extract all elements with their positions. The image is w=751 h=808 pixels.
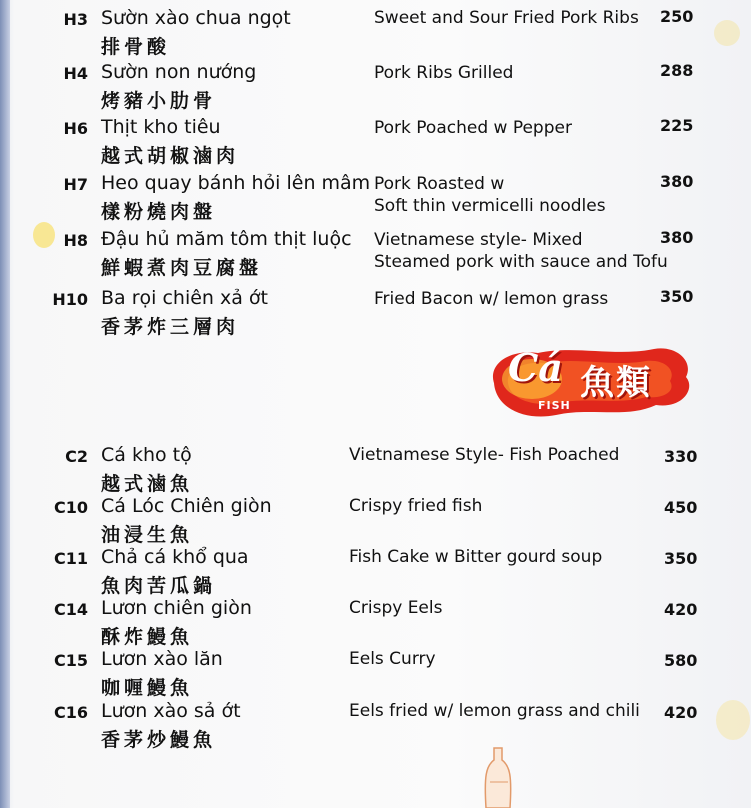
item-name-vietnamese: Thịt kho tiêu: [101, 116, 221, 138]
item-price: 330: [664, 447, 698, 466]
item-code: C15: [53, 651, 88, 670]
item-name-english-line2: Steamed pork with sauce and Tofu: [374, 252, 668, 272]
item-code: C16: [53, 703, 88, 722]
item-name-english: Eels fried w/ lemon grass and chili: [349, 701, 640, 721]
item-name-chinese: 樣粉燒肉盤: [101, 201, 217, 223]
item-code: C11: [53, 549, 88, 568]
item-price: 350: [664, 549, 698, 568]
item-name-chinese: 排骨酸: [101, 36, 171, 58]
item-name-chinese: 烤豬小肋骨: [101, 90, 217, 112]
item-name-vietnamese: Cá Lóc Chiên giòn: [101, 495, 272, 517]
yellow-splash-decoration: [716, 700, 750, 740]
item-code: H3: [63, 10, 88, 29]
item-price: 350: [660, 287, 694, 306]
item-code: H6: [63, 119, 88, 138]
item-code: C14: [53, 600, 88, 619]
item-name-vietnamese: Sườn xào chua ngọt: [101, 7, 291, 29]
banner-chinese-text: 魚類: [580, 363, 652, 403]
item-code: H4: [63, 64, 88, 83]
item-name-chinese: 香茅炒鰻魚: [101, 729, 217, 751]
item-price: 225: [660, 116, 694, 135]
item-name-chinese: 魚肉苦瓜鍋: [101, 575, 217, 597]
item-name-english: Vietnamese Style- Fish Poached: [349, 445, 620, 465]
item-name-chinese: 鮮蝦煮肉豆腐盤: [101, 257, 263, 279]
item-name-chinese: 油浸生魚: [101, 524, 194, 546]
item-name-english: Pork Ribs Grilled: [374, 63, 514, 83]
item-name-english: Fish Cake w Bitter gourd soup: [349, 547, 603, 567]
item-name-chinese: 咖喱鰻魚: [101, 677, 194, 699]
item-name-vietnamese: Sườn non nướng: [101, 61, 257, 83]
item-price: 580: [664, 651, 698, 670]
item-name-vietnamese: Heo quay bánh hỏi lên mâm: [101, 172, 371, 194]
item-price: 420: [664, 703, 698, 722]
item-code: C2: [65, 447, 88, 466]
item-name-english-line2: Soft thin vermicelli noodles: [374, 196, 606, 216]
item-name-english: Crispy fried fish: [349, 496, 483, 516]
item-price: 450: [664, 498, 698, 517]
item-name-vietnamese: Lươn xào sả ớt: [101, 700, 241, 722]
item-name-english: Vietnamese style- Mixed: [374, 230, 583, 250]
banner-script-text: Cá: [508, 345, 563, 390]
item-name-chinese: 越式胡椒滷肉: [101, 145, 240, 167]
item-price: 288: [660, 61, 694, 80]
item-name-english: Pork Roasted w: [374, 174, 505, 194]
item-name-vietnamese: Cá kho tộ: [101, 444, 192, 466]
item-name-chinese: 酥炸鰻魚: [101, 626, 194, 648]
item-price: 380: [660, 172, 694, 191]
item-price: 380: [660, 228, 694, 247]
item-name-vietnamese: Chả cá khổ qua: [101, 546, 249, 568]
item-code: H8: [63, 231, 88, 250]
item-name-chinese: 越式滷魚: [101, 473, 194, 495]
yellow-splash-decoration: [714, 20, 740, 46]
item-name-english: Fried Bacon w/ lemon grass: [374, 289, 609, 309]
item-name-chinese: 香茅炸三層肉: [101, 316, 240, 338]
item-code: H7: [63, 175, 88, 194]
item-name-english: Eels Curry: [349, 649, 436, 669]
item-name-english: Sweet and Sour Fried Pork Ribs: [374, 8, 639, 28]
item-name-vietnamese: Đậu hủ măm tôm thịt luộc: [101, 228, 352, 250]
item-name-vietnamese: Lươn xào lăn: [101, 648, 223, 670]
bottle-sketch-icon: [480, 746, 520, 808]
item-price: 420: [664, 600, 698, 619]
item-name-vietnamese: Lươn chiên giòn: [101, 597, 252, 619]
fish-section-banner: [486, 343, 696, 423]
item-code: H10: [52, 290, 88, 309]
item-code: C10: [53, 498, 88, 517]
item-name-vietnamese: Ba rọi chiên xả ớt: [101, 287, 269, 309]
banner-small-text: FISH: [538, 399, 571, 412]
item-name-english: Pork Poached w Pepper: [374, 118, 572, 138]
item-name-english: Crispy Eels: [349, 598, 443, 618]
item-price: 250: [660, 7, 694, 26]
